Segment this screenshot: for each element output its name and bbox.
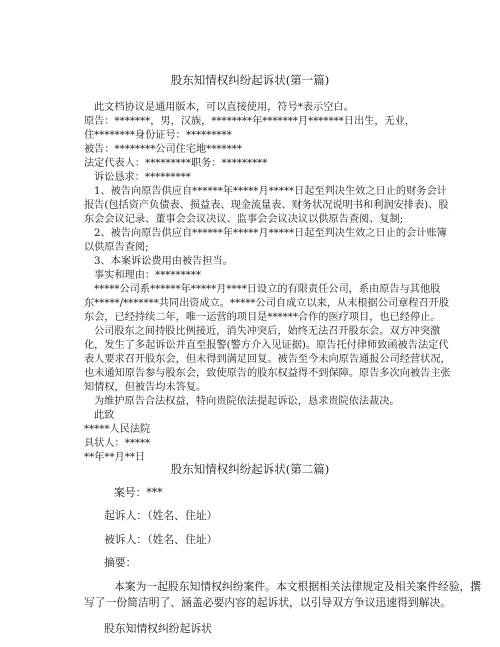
body-line: 报告(包括资产负债表、损益表、现金流量表、财务状况说明书和利润安排表)、股 xyxy=(84,200,449,211)
body-line: 东会，已经持续二年，唯一运营的项目是******合作的医疗项目，也已经停止。 xyxy=(84,312,441,323)
summary-label: 摘要： xyxy=(104,556,137,569)
body-line: 也未通知原告参与股东会，致使原告的股东权益得不到保障。原告多次向被告主张 xyxy=(84,368,451,379)
body-line: 东会会议记录、董事会会议决议、监事会会议决议以供原告查阅、复制; xyxy=(84,214,404,225)
defendant-line: 被诉人：（姓名、住址） xyxy=(104,533,218,546)
document-title-2: 股东知情权纠纷起诉状(第二篇) xyxy=(170,462,330,476)
body-line: 知情权，但被告均未答复。 xyxy=(84,382,207,393)
salutation: 此致 xyxy=(94,410,115,421)
body-line: 为维护原告合法权益，特向贵院依法提起诉讼，恳求贵院依法裁决。 xyxy=(94,396,400,407)
body-line: *****公司系******年*****月****日设立的有限责任公司，系由原告与其他股 xyxy=(94,284,441,295)
body-line: 诉讼恳求：********* xyxy=(94,172,191,183)
body-line: 1、被告向原告供应自******年*****月*****日起至判决生效之日止的财务会计 xyxy=(94,186,447,197)
summary-line: 本案为一起股东知情权纠纷案件。本文根据相关法律规定及相关案件经验，撰 xyxy=(114,580,482,593)
body-line: 法定代表人：*********职务：********* xyxy=(84,158,268,169)
document-title-1: 股东知情权纠纷起诉状(第一篇) xyxy=(170,73,330,87)
body-line: 以供原告查阅; xyxy=(84,242,149,253)
case-number: 案号：*** xyxy=(114,486,163,499)
body-line: 此文档协议是通用版本，可以直接使用，符号*表示空白。 xyxy=(94,102,354,113)
court-name: *****人民法院 xyxy=(84,424,151,435)
body-line: 住********身份证号：********* xyxy=(84,130,232,141)
signatory: 具状人：***** xyxy=(84,438,151,449)
plaintiff-line: 起诉人：（姓名、住址） xyxy=(104,509,218,522)
body-line: 原告：*******，男，汉族，********年*******月*******日出生，无业， xyxy=(84,116,416,127)
body-line: 化，发生了多起诉讼并直至报警(警方介入见证据)。原告托付律师致函被告法定代 xyxy=(84,340,449,351)
summary-line: 写了一份简洁明了、涵盖必要内容的起诉状，以引导双方争议迅速得到解决。 xyxy=(84,596,452,609)
body-line: 事实和理由：********* xyxy=(94,270,201,281)
body-line: 表人要求召开股东会，但未得到满足回复。被告至今未向原告通报公司经营状况， xyxy=(84,354,451,365)
body-line: 被告：********公司住宅地******* xyxy=(84,144,242,155)
body-line: 东*****/*******共同出资成立。*****公司自成立以来，从未根据公司章程召开股 xyxy=(84,298,450,309)
body-line: 公司股东之间持股比例接近，消失冲突后，始终无法召开股东会。双方冲突激 xyxy=(94,326,441,337)
footer-title: 股东知情权纠纷起诉状 xyxy=(104,622,212,635)
body-line: 2、被告向原告供应自******年*****月*****日起至判决生效之日止的会计账簿 xyxy=(94,228,447,239)
date-line: **年**月**日 xyxy=(84,452,146,463)
body-line: 3、本案诉讼费用由被告担当。 xyxy=(94,256,233,267)
